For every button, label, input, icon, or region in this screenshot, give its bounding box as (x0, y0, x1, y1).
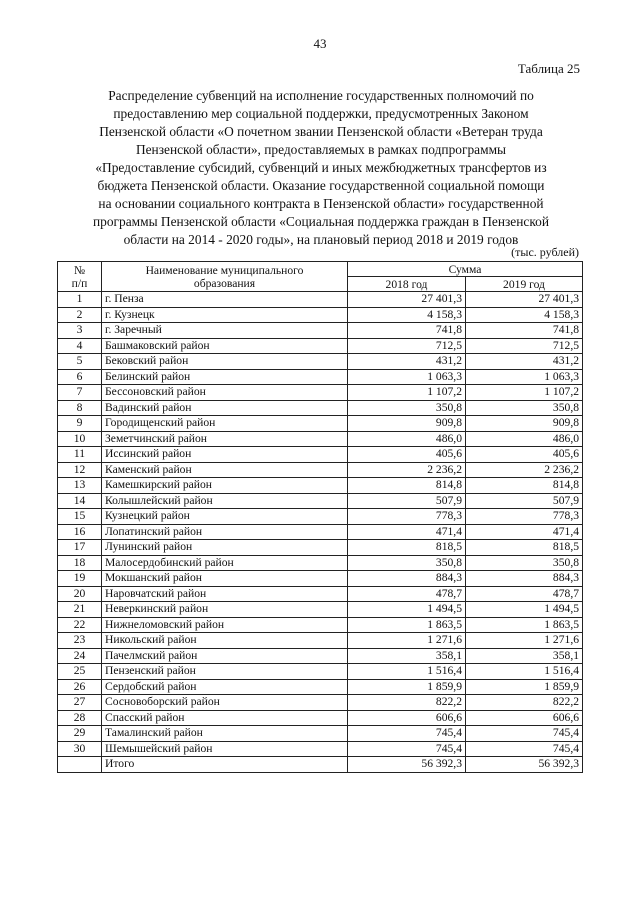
municipality-name: Вадинский район (102, 400, 348, 416)
table-row (58, 741, 583, 757)
row-number: 17 (58, 540, 102, 556)
row-number: 3 (58, 323, 102, 339)
total-row (58, 757, 583, 773)
amount-2019: 741,8 (466, 323, 583, 339)
amount-2019: 745,4 (466, 726, 583, 742)
title-line: программы Пензенской области «Социальная поддержка граждан в Пензенской (92, 214, 550, 229)
municipality-name: Мокшанский район (102, 571, 348, 587)
amount-2019: 606,6 (466, 710, 583, 726)
amount-2018: 745,4 (348, 741, 466, 757)
amount-2019: 822,2 (466, 695, 583, 711)
row-number: 13 (58, 478, 102, 494)
municipality-name: Никольский район (102, 633, 348, 649)
table-row (58, 292, 583, 308)
document-title (60, 87, 582, 249)
municipality-name: Малосердобинский район (102, 555, 348, 571)
table-row (58, 571, 583, 587)
row-number: 10 (58, 431, 102, 447)
row-number: 21 (58, 602, 102, 618)
row-number: 18 (58, 555, 102, 571)
table-row (58, 400, 583, 416)
amount-2019: 2 236,2 (466, 462, 583, 478)
units-label: (тыс. рублей) (511, 245, 579, 259)
header-sum: Сумма (348, 262, 583, 277)
amount-2018: 1 107,2 (348, 385, 466, 401)
title-line: Пензенской области «О почетном звании Пензенской области «Ветеран труда (99, 124, 543, 139)
table-row (58, 586, 583, 602)
amount-2019: 778,3 (466, 509, 583, 525)
municipality-name: Наровчатский район (102, 586, 348, 602)
amount-2019: 1 494,5 (466, 602, 583, 618)
title-line: предоставлению мер социальной поддержки, предусмотренных Законом (113, 106, 529, 121)
municipality-name: Каменский район (102, 462, 348, 478)
municipality-name: Нижнеломовский район (102, 617, 348, 633)
amount-2019: 27 401,3 (466, 292, 583, 308)
table-row (58, 354, 583, 370)
amount-2018: 486,0 (348, 431, 466, 447)
row-number: 20 (58, 586, 102, 602)
page-number: 43 (313, 36, 327, 51)
row-number: 15 (58, 509, 102, 525)
row-number (58, 757, 102, 773)
amount-2018: 606,6 (348, 710, 466, 726)
amount-2019: 1 516,4 (466, 664, 583, 680)
municipality-name: Шемышейский район (102, 741, 348, 757)
amount-2018: 507,9 (348, 493, 466, 509)
municipality-name: Камешкирский район (102, 478, 348, 494)
amount-2019: 350,8 (466, 555, 583, 571)
municipality-name: г. Пенза (102, 292, 348, 308)
amount-2019: 818,5 (466, 540, 583, 556)
header-municipality-line: образования (193, 276, 256, 290)
amount-2018: 818,5 (348, 540, 466, 556)
municipality-name: Пензенский район (102, 664, 348, 680)
table-row (58, 602, 583, 618)
header-municipality (102, 262, 348, 292)
row-number: 7 (58, 385, 102, 401)
amount-2019: 909,8 (466, 416, 583, 432)
title-line: Пензенской области», предоставляемых в рамках подпрограммы (135, 142, 507, 157)
amount-2018: 27 401,3 (348, 292, 466, 308)
table-row (58, 695, 583, 711)
amount-2018: 405,6 (348, 447, 466, 463)
amount-2018: 350,8 (348, 555, 466, 571)
amount-2018: 712,5 (348, 338, 466, 354)
amount-2018: 350,8 (348, 400, 466, 416)
amount-2019: 1 107,2 (466, 385, 583, 401)
amount-2019: 1 863,5 (466, 617, 583, 633)
municipality-name: Белинский район (102, 369, 348, 385)
title-line: «Предоставление субсидий, субвенций и иных межбюджетных трансфертов из (95, 160, 547, 175)
municipality-name: Башмаковский район (102, 338, 348, 354)
table-row (58, 633, 583, 649)
municipality-name: Итого (102, 757, 348, 773)
amount-2019: 814,8 (466, 478, 583, 494)
municipality-name: Сосновоборский район (102, 695, 348, 711)
row-number: 19 (58, 571, 102, 587)
header-municipality-line: Наименование муниципального (145, 263, 304, 277)
row-number: 9 (58, 416, 102, 432)
table-row (58, 323, 583, 339)
table-row (58, 664, 583, 680)
amount-2018: 778,3 (348, 509, 466, 525)
header-year-2018: 2018 год (348, 277, 466, 292)
header-number-line: № (73, 263, 86, 277)
row-number: 1 (58, 292, 102, 308)
table-row (58, 369, 583, 385)
row-number: 5 (58, 354, 102, 370)
row-number: 6 (58, 369, 102, 385)
table-row (58, 648, 583, 664)
amount-2019: 486,0 (466, 431, 583, 447)
table-row (58, 338, 583, 354)
amount-2019: 1 063,3 (466, 369, 583, 385)
amount-2018: 884,3 (348, 571, 466, 587)
municipality-name: Иссинский район (102, 447, 348, 463)
amount-2018: 909,8 (348, 416, 466, 432)
table-row (58, 726, 583, 742)
amount-2018: 822,2 (348, 695, 466, 711)
amount-2019: 56 392,3 (466, 757, 583, 773)
row-number: 29 (58, 726, 102, 742)
municipality-name: г. Заречный (102, 323, 348, 339)
amount-2019: 1 859,9 (466, 679, 583, 695)
amount-2018: 56 392,3 (348, 757, 466, 773)
municipality-name: Лунинский район (102, 540, 348, 556)
row-number: 27 (58, 695, 102, 711)
row-number: 26 (58, 679, 102, 695)
amount-2018: 358,1 (348, 648, 466, 664)
municipality-name: Бековский район (102, 354, 348, 370)
amount-2018: 1 494,5 (348, 602, 466, 618)
amount-2019: 884,3 (466, 571, 583, 587)
header-number (58, 262, 102, 292)
amount-2018: 431,2 (348, 354, 466, 370)
amount-2019: 405,6 (466, 447, 583, 463)
table-label: Таблица 25 (517, 61, 580, 76)
table-row (58, 385, 583, 401)
table-row (58, 493, 583, 509)
amount-2018: 741,8 (348, 323, 466, 339)
municipality-name: Пачелмский район (102, 648, 348, 664)
municipality-name: Неверкинский район (102, 602, 348, 618)
municipality-name: Тамалинский район (102, 726, 348, 742)
row-number: 24 (58, 648, 102, 664)
row-number: 30 (58, 741, 102, 757)
amount-2019: 478,7 (466, 586, 583, 602)
amount-2018: 1 863,5 (348, 617, 466, 633)
table-row (58, 431, 583, 447)
municipality-name: Бессоновский район (102, 385, 348, 401)
row-number: 8 (58, 400, 102, 416)
table-body (58, 292, 583, 773)
row-number: 22 (58, 617, 102, 633)
amount-2018: 1 859,9 (348, 679, 466, 695)
title-line: бюджета Пензенской области. Оказание государственной социальной помощи (97, 178, 545, 193)
municipality-name: Колышлейский район (102, 493, 348, 509)
amount-2019: 350,8 (466, 400, 583, 416)
table-row (58, 710, 583, 726)
amount-2019: 4 158,3 (466, 307, 583, 323)
row-number: 28 (58, 710, 102, 726)
table-row (58, 555, 583, 571)
table-row (58, 462, 583, 478)
amount-2018: 1 516,4 (348, 664, 466, 680)
municipality-name: Лопатинский район (102, 524, 348, 540)
table-row (58, 478, 583, 494)
title-line: на основании социального контракта в Пензенской области» государственной (98, 196, 544, 211)
table-row (58, 540, 583, 556)
amount-2018: 745,4 (348, 726, 466, 742)
amount-2019: 712,5 (466, 338, 583, 354)
amount-2018: 1 063,3 (348, 369, 466, 385)
municipality-name: г. Кузнецк (102, 307, 348, 323)
municipality-name: Сердобский район (102, 679, 348, 695)
table-row (58, 617, 583, 633)
amount-2018: 471,4 (348, 524, 466, 540)
table-row (58, 524, 583, 540)
row-number: 4 (58, 338, 102, 354)
header-year-2019: 2019 год (466, 277, 583, 292)
row-number: 23 (58, 633, 102, 649)
row-number: 14 (58, 493, 102, 509)
amount-2019: 358,1 (466, 648, 583, 664)
amount-2019: 471,4 (466, 524, 583, 540)
amount-2018: 814,8 (348, 478, 466, 494)
municipality-name: Кузнецкий район (102, 509, 348, 525)
table-row (58, 679, 583, 695)
title-line: Распределение субвенций на исполнение государственных полномочий по (108, 88, 534, 103)
amount-2018: 2 236,2 (348, 462, 466, 478)
table-row (58, 307, 583, 323)
amount-2019: 745,4 (466, 741, 583, 757)
row-number: 16 (58, 524, 102, 540)
title-line: области на 2014 - 2020 годы», на плановый период 2018 и 2019 годов (123, 232, 519, 247)
table-header (58, 262, 583, 292)
header-number-line: п/п (71, 276, 88, 290)
subvention-table (57, 261, 583, 773)
table-row (58, 509, 583, 525)
amount-2019: 431,2 (466, 354, 583, 370)
municipality-name: Спасский район (102, 710, 348, 726)
table-row (58, 447, 583, 463)
amount-2019: 507,9 (466, 493, 583, 509)
municipality-name: Городищенский район (102, 416, 348, 432)
row-number: 11 (58, 447, 102, 463)
municipality-name: Земетчинский район (102, 431, 348, 447)
row-number: 25 (58, 664, 102, 680)
table-row (58, 416, 583, 432)
amount-2018: 478,7 (348, 586, 466, 602)
amount-2019: 1 271,6 (466, 633, 583, 649)
amount-2018: 1 271,6 (348, 633, 466, 649)
amount-2018: 4 158,3 (348, 307, 466, 323)
row-number: 12 (58, 462, 102, 478)
row-number: 2 (58, 307, 102, 323)
